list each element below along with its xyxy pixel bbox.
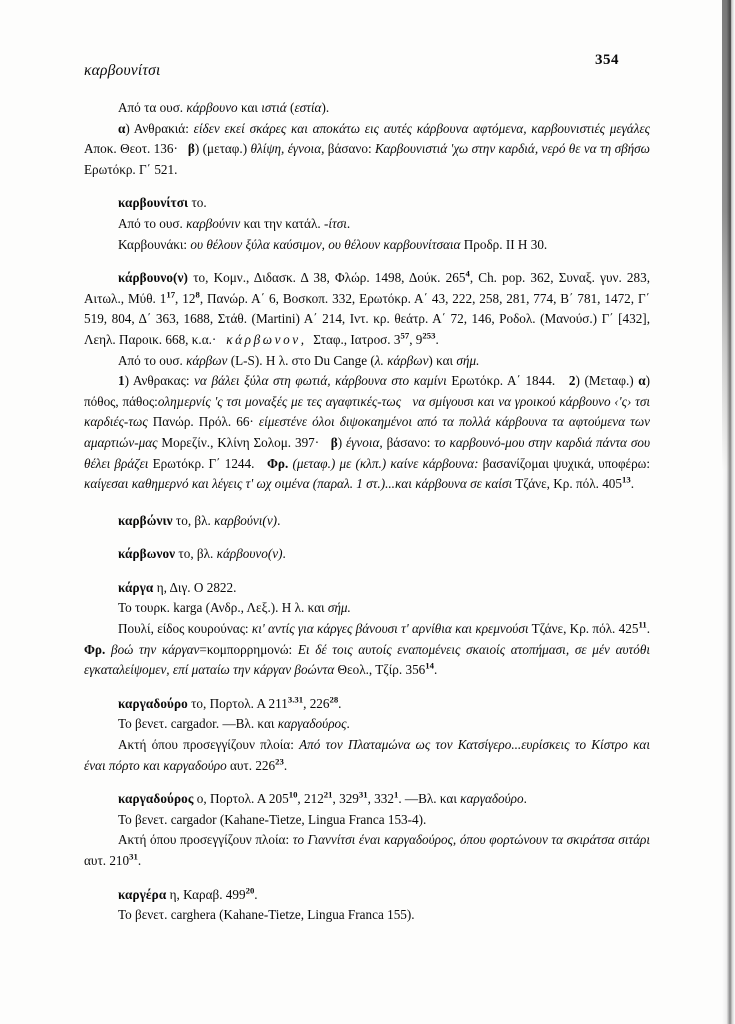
headword: καργαδούρος: [118, 791, 194, 807]
paragraph-definition: Ακτή όπου προσεγγίζουν πλοία: Από τον Πλαταμώνα ως τον Κατσίγερο...ευρίσκεις το Κίστρο και έναι πόρτο και καργαδούρο αυτ. $226^{23}$.: [84, 737, 650, 773]
paragraph-definition: Από τα ουσ. κάρβουνο και ιστιά (εστία).: [118, 100, 330, 115]
paragraph-definition: Καρβουνάκι: ου θέλουν ξύλα καύσιμον, ου θέλουν καρβουνίτσαια Προδρ. II Η 30.: [118, 236, 548, 252]
headword-citation: το.: [188, 195, 207, 211]
headword: κάρβωνον: [118, 546, 176, 562]
running-head: καρβουνίτσι: [84, 62, 161, 79]
entry-headword-line: [84, 193, 650, 214]
entry-headword-line: καργαδούρος ο, Πορτολ. Α $205^{10}$, $212^{21}$, $329^{31}$, $332^1$. —Βλ. και καργαδούρο.: [118, 789, 527, 807]
scan-gutter-shadow: [722, 0, 731, 470]
paragraph-etymology: Από το ουσ. κάρβων (L-S). Η λ. στο Du Cange (λ. κάρβων) και σήμ.: [118, 352, 480, 368]
paragraph-definition: Ακτή όπου προσεγγίζουν πλοία: το Γιαννίτσι έναι καργαδούρος, όπου φορτώνουν τα σκιράτσα σιτάρι αυτ. $210^{31}$.: [84, 832, 650, 868]
entry-headword-line: καργέρα η, Καραβ. $499^{20}$.: [118, 885, 258, 902]
headword: κάργα: [118, 579, 154, 595]
headword: καργαδούρο: [118, 695, 188, 711]
page-number: 354: [595, 52, 619, 68]
paragraph-definition: Πουλί, είδος κουρούνας: κι' αντίς για κάργες βάνουσι τ' αρνίθια και κρεμνούσι Τζάνε, Κρ. πόλ. $425^{11}$. Φρ. βοώ την κάργαν=κομπορρημονώ: Ει δέ τοις αυτοίς εναπομένεις σκαιοίς ατοπήμασι, σε μέν αυτόθι εγκαταλείψομεν, επί ματαίω την κάργαν βοώντα Θεολ., Τζίρ. $356^{14}$.: [84, 619, 651, 678]
page-header: [84, 52, 675, 86]
entry-headword-line: καρβώνιν το, βλ. καρβούνι(ν).: [118, 512, 281, 528]
entry-headword-line: κάργα η, Διγ. Ο 2822.: [118, 579, 237, 595]
paragraph-etymology: Το τουρκ. karga (Ανδρ., Λεξ.). Η λ. και σήμ.: [118, 600, 351, 616]
headword: καρβουνίτσι: [118, 195, 189, 211]
paragraph-etymology: Το βενετ. carghera (Kahane-Tietze, Lingua Franca 155).: [118, 907, 415, 923]
paragraph-etymology: Το βενετ. cargador. —Βλ. και καργαδούρος.: [118, 716, 350, 732]
headword: καρβώνιν: [118, 512, 173, 528]
entry-headword-line: κάρβωνον το, βλ. κάρβουνο(ν).: [118, 546, 286, 562]
scan-edge-artifact: [722, 0, 735, 1024]
entry-headword-line: κάρβουνο(ν) το, Κομν., Διδασκ. Δ 38, Φλώρ. 1498, Δούκ. $265^4$, Ch. pop. 362, Συναξ. γυν. 283, Αιτωλ., Μύθ. $1^{17}$, $12^8$, Πανώρ. Α΄ 6, Βοσκοπ. 332, Ερωτόκρ. Α΄ 43, 222, 258, 281, 774, Β΄ 781, 1472, Γ΄ 519, 804, Δ΄ 363, 1688, Στάθ. (Martini) Α΄ 214, Ιντ. κρ. θεάτρ. Α΄ 72, 146, Ροδολ. (Μανούσ.) Γ΄ [432], Λεηλ. Παροικ. 668, κ.α.· κάρβωνον, Σταφ., Ιατροσ. $3^{57}$, $9^{253}$.: [84, 268, 651, 347]
paragraph-senses: 1) Ανθρακας: να βάλει ξύλα στη φωτιά, κάρβουνα στο καμίνι Ερωτόκρ. Α΄ 1844. 2) (Μεταφ.) α) πόθος, πάθος:οληµερνίς 'ς τσι μοναξές με τες αγαφτικές-τως να σμίγουσι και να γροικού κάρβουνο ‹'ς› τσι καρδιές-τως Πανώρ. Πρόλ. 66· είμεστένε όλοι διψοκαημένοι από τα πολλά κάρβουνα τα αφτούμενα των αμαρτιών-μας Μορεζίν., Κλίνη Σολομ. 397· β) έγνοια, βάσανο: το καρβουνό-μου στην καρδιά πάντα σου θέλει βράζει Ερωτόκρ. Γ΄ 1244. Φρ. (μεταφ.) με (κλπ.) καίνε κάρβουνα: βασανίζομαι ψυχικά, υποφέρω: καίγεσαι καθημερνό και λέγεις τ' ωχ οιμένα (παραλ. 1 στ.)...και κάρβουνα σε καίσι Τζάνε, Κρ. πόλ. $405^{13}$.: [84, 373, 651, 492]
headword: κάρβουνο(ν): [118, 270, 189, 286]
text-column: [84, 98, 650, 926]
paragraph-etymology: Το βενετ. cargador (Kahane-Tietze, Lingua Franca 153-4).: [118, 811, 427, 827]
paragraph-senses: α) Ανθρακιά: είδεν εκεί σκάρες και αποκάτω εις αυτές κάρβουνα αφτόμενα, καρβουνιστιές μεγάλες Αποκ. Θεοτ. 136· β) (μεταφ.) θλίψη, έγνοια, βάσανο: Καρβουνιστιά 'χω στην καρδιά, νερό θε να τη σβήσω Ερωτόκρ. Γ΄ 521.: [84, 120, 650, 177]
paragraph-etymology: Από το ουσ. καρβούνιν και την κατάλ. -ίτσι.: [118, 215, 351, 231]
entry-headword-line: καργαδούρο το, Πορτολ. Α $211^{3.31}$, $226^{28}$.: [118, 694, 342, 711]
headword: καργέρα: [118, 886, 167, 902]
